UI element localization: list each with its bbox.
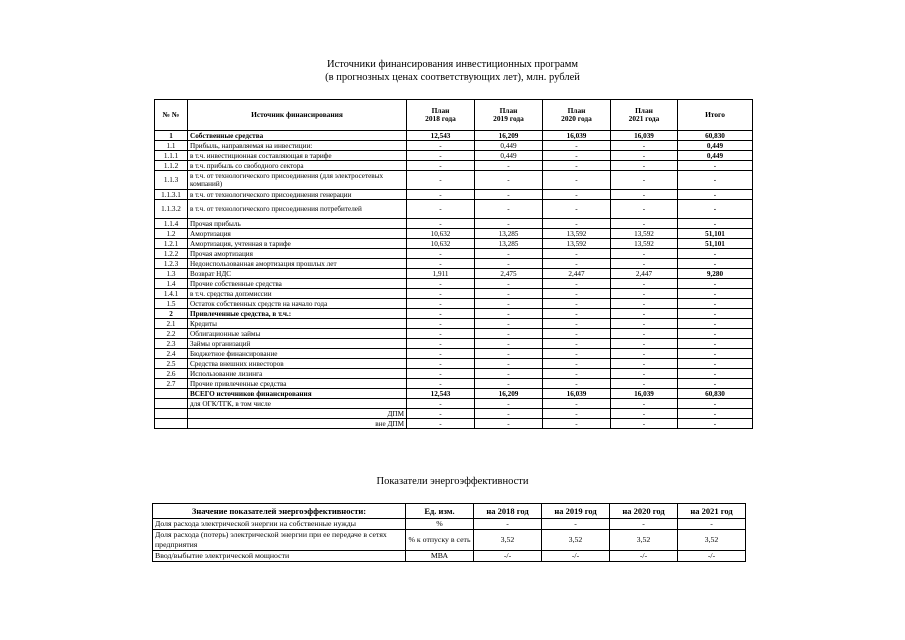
row-number-cell: 1.1.2 [155,161,188,171]
plan-value-cell: - [475,259,543,269]
total-value-cell: - [678,190,753,200]
total-value-cell: - [678,329,753,339]
plan-value-cell: - [611,249,678,259]
plan-value-cell: 13,592 [543,239,611,249]
total-value-cell: - [678,200,753,219]
plan-value-cell: - [475,399,543,409]
plan-value-cell: - [543,379,611,389]
total-value-cell: 60,830 [678,131,753,141]
plan-value-cell: - [407,349,475,359]
total-value-cell: - [678,359,753,369]
plan-value-cell: - [475,279,543,289]
plan-value-cell: - [543,309,611,319]
source-name-cell: Привлеченные средства, в т.ч.: [188,309,407,319]
row-number-cell: 1.4 [155,279,188,289]
plan-value-cell: - [475,289,543,299]
plan-value-cell: - [611,200,678,219]
plan-value-cell: - [475,409,543,419]
row-number-cell: 1.1.3.2 [155,200,188,219]
financing-table-row [155,399,753,409]
plan-value-cell: - [611,329,678,339]
row-number-cell: 1.2.1 [155,239,188,249]
plan-value-cell: - [543,339,611,349]
plan-value-cell: - [407,419,475,429]
plan-value-cell: - [407,369,475,379]
efficiency-table-header-row [153,504,746,519]
efficiency-header-cell: на 2018 год [474,504,542,519]
year-value-cell: 3,52 [474,530,542,551]
total-value-cell: - [678,259,753,269]
financing-sources-table [154,99,753,429]
plan-value-cell: - [543,151,611,161]
plan-value-cell: - [611,259,678,269]
financing-table-row [155,259,753,269]
plan-value-cell: - [475,369,543,379]
row-number-cell [155,409,188,419]
plan-value-cell: 13,285 [475,229,543,239]
row-number-cell: 2.5 [155,359,188,369]
plan-value-cell: - [407,259,475,269]
plan-value-cell: - [407,190,475,200]
total-value-cell: - [678,219,753,229]
year-value-cell: - [542,519,610,530]
total-value-cell: - [678,161,753,171]
total-value-cell: - [678,419,753,429]
row-number-cell: 1.2.2 [155,249,188,259]
row-number-cell: 1.4.1 [155,289,188,299]
year-value-cell: - [678,519,746,530]
plan-value-cell: - [407,289,475,299]
financing-table-row [155,190,753,200]
plan-value-cell: - [543,141,611,151]
financing-table-row [155,200,753,219]
source-name-cell: в т.ч. от технологического присоединения генерации [188,190,407,200]
row-number-cell: 2.4 [155,349,188,359]
indicator-name-cell: Доля расхода электрической энергии на собственные нужды [153,519,406,530]
plan-value-cell: 10,632 [407,239,475,249]
financing-table-row [155,219,753,229]
plan-value-cell: - [407,171,475,190]
total-value-cell: - [678,369,753,379]
plan-value-cell: - [543,190,611,200]
plan-value-cell: - [407,359,475,369]
source-name-cell: Прочие собственные средства [188,279,407,289]
plan-value-cell: - [611,409,678,419]
energy-efficiency-table [152,503,746,562]
plan-value-cell: - [543,259,611,269]
plan-value-cell: - [475,339,543,349]
efficiency-table-row [153,519,746,530]
plan-value-cell: - [407,399,475,409]
source-name-cell: в т.ч. от технологического присоединения потребителей [188,200,407,219]
efficiency-header-cell: на 2021 год [678,504,746,519]
plan-value-cell: - [611,309,678,319]
financing-table-row [155,269,753,279]
source-name-cell: ДПМ [188,409,407,419]
source-name-cell: вне ДПМ [188,419,407,429]
plan-value-cell: - [407,200,475,219]
plan-value-cell: - [611,171,678,190]
plan-value-cell: - [407,299,475,309]
financing-table-row [155,409,753,419]
total-value-cell: - [678,319,753,329]
financing-table-header-row [155,100,753,131]
efficiency-table-row [153,530,746,551]
source-name-cell: Кредиты [188,319,407,329]
plan-value-cell: - [475,299,543,309]
plan-value-cell: - [407,279,475,289]
row-number-cell: 2.6 [155,369,188,379]
plan-value-cell: 16,039 [611,389,678,399]
plan-value-cell: 16,209 [475,389,543,399]
plan-value-cell: - [475,379,543,389]
plan-value-cell: - [543,171,611,190]
source-name-cell: Прочая прибыль [188,219,407,229]
row-number-cell [155,419,188,429]
plan-value-cell: - [543,419,611,429]
row-number-cell: 1.2 [155,229,188,239]
plan-value-cell: - [543,399,611,409]
financing-table-row [155,419,753,429]
plan-value-cell: - [611,289,678,299]
plan-value-cell: - [543,369,611,379]
financing-table-row [155,319,753,329]
plan-value-cell: - [611,339,678,349]
financing-table-row [155,349,753,359]
plan-value-cell: 16,039 [611,131,678,141]
source-name-cell: Возврат НДС [188,269,407,279]
plan-value-cell: - [543,409,611,419]
page-title-line1: Источники финансирования инвестиционных программ [326,59,578,70]
year-value-cell: 3,52 [542,530,610,551]
row-number-cell: 1.1.3 [155,171,188,190]
source-name-cell: Остаток собственных средств на начало года [188,299,407,309]
row-number-cell: 1.3 [155,269,188,279]
total-value-cell: - [678,399,753,409]
row-number-cell: 2.7 [155,379,188,389]
plan-value-cell: 0,449 [475,141,543,151]
plan-value-cell: - [611,141,678,151]
plan-value-cell: - [611,219,678,229]
total-value-cell: - [678,379,753,389]
year-value-cell: - [474,519,542,530]
financing-table-row [155,299,753,309]
financing-table-row [155,151,753,161]
indicator-name-cell: Доля расхода (потерь) электрической энергии при ее передаче в сетях предприятия [153,530,406,551]
plan-value-cell: - [407,219,475,229]
plan-value-cell: - [475,359,543,369]
financing-table-row [155,379,753,389]
source-name-cell: Амортизация, учтенная в тарифе [188,239,407,249]
unit-cell: % [406,519,474,530]
plan-value-cell: - [543,249,611,259]
source-name-cell: в т.ч. средства допэмиссии [188,289,407,299]
financing-table-row [155,359,753,369]
row-number-cell: 1.2.3 [155,259,188,269]
plan-value-cell: - [407,329,475,339]
row-number-cell [155,389,188,399]
source-name-cell: Средства внешних инвесторов [188,359,407,369]
year-value-cell: -/- [678,551,746,562]
source-name-cell: для ОГК/ТГК, в том числе [188,399,407,409]
total-value-cell: - [678,289,753,299]
plan-value-cell: 16,209 [475,131,543,141]
plan-value-cell: - [407,141,475,151]
section-subtitle: Показатели энергоэффективности [376,476,529,487]
total-value-cell: 0,449 [678,141,753,151]
row-number-cell: 1.1.1 [155,151,188,161]
plan-value-cell: 2,475 [475,269,543,279]
plan-value-cell: 12,543 [407,131,475,141]
plan-value-cell: - [611,379,678,389]
financing-header-cell: № № [155,100,188,131]
row-number-cell: 1.1.3.1 [155,190,188,200]
financing-table-row [155,289,753,299]
source-name-cell: Прибыль, направляемая на инвестиции: [188,141,407,151]
plan-value-cell: - [475,419,543,429]
total-value-cell: 51,101 [678,229,753,239]
row-number-cell: 1.1 [155,141,188,151]
indicator-name-cell: Ввод/выбытие электрической мощности [153,551,406,562]
financing-table-row [155,389,753,399]
plan-value-cell: 13,592 [611,239,678,249]
financing-header-cell: Итого [678,100,753,131]
plan-value-cell: - [475,219,543,229]
plan-value-cell: - [475,190,543,200]
financing-table-row [155,141,753,151]
plan-value-cell: - [611,349,678,359]
plan-value-cell: 2,447 [611,269,678,279]
plan-value-cell: 12,543 [407,389,475,399]
row-number-cell: 2.3 [155,339,188,349]
plan-value-cell: 0,449 [475,151,543,161]
total-value-cell: - [678,171,753,190]
financing-header-cell: План 2018 года [407,100,475,131]
source-name-cell: Недоиспользованная амортизация прошлых лет [188,259,407,269]
plan-value-cell: - [475,319,543,329]
plan-value-cell: 13,285 [475,239,543,249]
plan-value-cell: - [407,339,475,349]
plan-value-cell: 13,592 [611,229,678,239]
row-number-cell: 1.5 [155,299,188,309]
plan-value-cell: - [407,161,475,171]
total-value-cell: - [678,339,753,349]
financing-table-row [155,279,753,289]
efficiency-table-row [153,551,746,562]
plan-value-cell: - [475,329,543,339]
plan-value-cell: - [611,369,678,379]
total-value-cell: - [678,309,753,319]
plan-value-cell: - [407,151,475,161]
financing-table-row [155,249,753,259]
financing-table-row [155,171,753,190]
total-value-cell: 0,449 [678,151,753,161]
plan-value-cell: - [407,319,475,329]
row-number-cell: 1 [155,131,188,141]
total-value-cell: 51,101 [678,239,753,249]
row-number-cell [155,399,188,409]
plan-value-cell: 10,632 [407,229,475,239]
source-name-cell: Прочая амортизация [188,249,407,259]
plan-value-cell: - [611,279,678,289]
total-value-cell: - [678,279,753,289]
plan-value-cell: - [543,359,611,369]
source-name-cell: Собственные средства [188,131,407,141]
plan-value-cell: - [407,309,475,319]
plan-value-cell: - [543,279,611,289]
plan-value-cell: - [407,379,475,389]
plan-value-cell: 16,039 [543,131,611,141]
plan-value-cell: 2,447 [543,269,611,279]
year-value-cell: -/- [542,551,610,562]
source-name-cell: в т.ч. инвестиционная составляющая в тарифе [188,151,407,161]
total-value-cell: - [678,249,753,259]
source-name-cell: Облигационные займы [188,329,407,339]
financing-table-row [155,131,753,141]
plan-value-cell: - [611,161,678,171]
plan-value-cell: 1,911 [407,269,475,279]
total-value-cell: - [678,349,753,359]
plan-value-cell: - [407,249,475,259]
total-value-cell: 60,830 [678,389,753,399]
source-name-cell: ВСЕГО источников финансирования [188,389,407,399]
plan-value-cell: - [407,409,475,419]
efficiency-header-cell: Ед. изм. [406,504,474,519]
financing-header-cell: План 2021 года [611,100,678,131]
unit-cell: % к отпуску в сеть [406,530,474,551]
efficiency-header-cell: на 2019 год [542,504,610,519]
year-value-cell: -/- [474,551,542,562]
plan-value-cell: - [543,289,611,299]
row-number-cell: 2.1 [155,319,188,329]
page-title-line2: (в прогнозных ценах соответствующих лет), млн. рублей [325,72,580,83]
year-value-cell: - [610,519,678,530]
financing-table-row [155,229,753,239]
efficiency-header-cell: на 2020 год [610,504,678,519]
row-number-cell: 2 [155,309,188,319]
financing-table-row [155,369,753,379]
source-name-cell: в т.ч. прибыль со свободного сектора [188,161,407,171]
financing-table-row [155,339,753,349]
plan-value-cell: - [475,200,543,219]
plan-value-cell: - [543,200,611,219]
efficiency-header-cell: Значение показателей энергоэффективности: [153,504,406,519]
plan-value-cell: - [611,190,678,200]
plan-value-cell: - [475,349,543,359]
source-name-cell: Использование лизинга [188,369,407,379]
plan-value-cell: - [543,329,611,339]
plan-value-cell: 16,039 [543,389,611,399]
source-name-cell: Займы организаций [188,339,407,349]
plan-value-cell: - [543,319,611,329]
year-value-cell: 3,52 [678,530,746,551]
plan-value-cell: - [475,171,543,190]
plan-value-cell: - [611,319,678,329]
plan-value-cell: - [611,151,678,161]
total-value-cell: - [678,409,753,419]
row-number-cell: 2.2 [155,329,188,339]
source-name-cell: Прочие привлеченные средства [188,379,407,389]
financing-header-cell: План 2019 года [475,100,543,131]
financing-header-cell: План 2020 года [543,100,611,131]
plan-value-cell: - [611,299,678,309]
year-value-cell: 3,52 [610,530,678,551]
financing-table-row [155,239,753,249]
plan-value-cell: - [611,359,678,369]
year-value-cell: -/- [610,551,678,562]
plan-value-cell: - [543,219,611,229]
financing-table-row [155,309,753,319]
plan-value-cell: - [475,249,543,259]
plan-value-cell: - [611,419,678,429]
financing-table-row [155,161,753,171]
total-value-cell: - [678,299,753,309]
plan-value-cell: - [543,349,611,359]
source-name-cell: в т.ч. от технологического присоединения (для электросетевых компаний) [188,171,407,190]
unit-cell: МВА [406,551,474,562]
plan-value-cell: - [543,161,611,171]
source-name-cell: Бюджетное финансирование [188,349,407,359]
total-value-cell: 9,280 [678,269,753,279]
plan-value-cell: 13,592 [543,229,611,239]
financing-table-row [155,329,753,339]
plan-value-cell: - [611,399,678,409]
row-number-cell: 1.1.4 [155,219,188,229]
source-name-cell: Амортизация [188,229,407,239]
financing-header-cell: Источник финансирования [188,100,407,131]
plan-value-cell: - [475,161,543,171]
plan-value-cell: - [543,299,611,309]
plan-value-cell: - [475,309,543,319]
